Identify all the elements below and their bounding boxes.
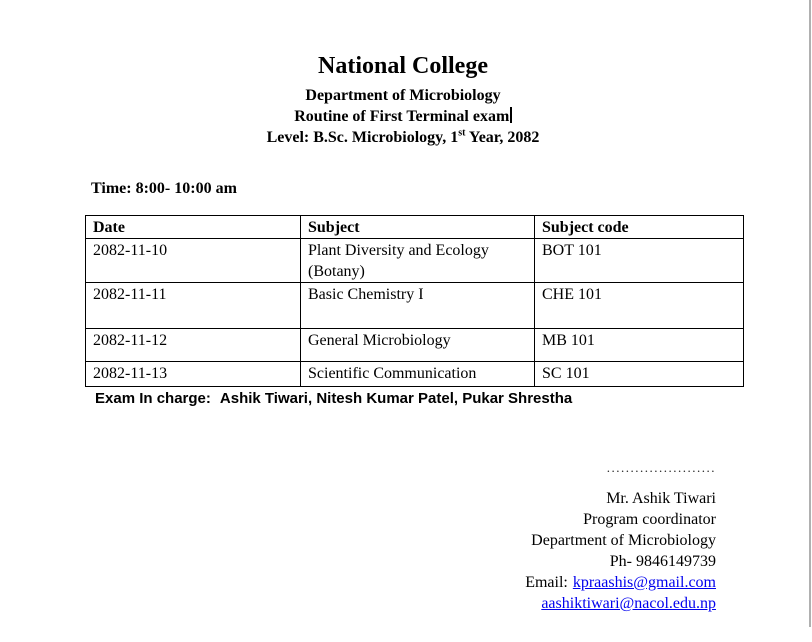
page-right-edge xyxy=(809,0,811,627)
email-link-secondary[interactable]: aashiktiwari@nacol.edu.np xyxy=(541,595,716,612)
email-link-primary[interactable]: kpraashis@gmail.com xyxy=(572,574,716,591)
table-row xyxy=(86,283,744,329)
routine-title-line xyxy=(0,106,806,127)
college-title: National College xyxy=(318,53,488,79)
cell-date: 2082-11-11 xyxy=(86,283,301,329)
cell-date: 2082-11-12 xyxy=(86,329,301,362)
exam-incharge-label: Exam In charge: xyxy=(95,390,211,407)
cell-date: 2082-11-10 xyxy=(86,239,301,283)
level-suffix: Year, 2082 xyxy=(465,129,540,146)
signatory-name: Mr. Ashik Tiwari xyxy=(606,490,716,507)
cell-date: 2082-11-13 xyxy=(86,362,301,387)
routine-title-text: Routine of First Terminal exam xyxy=(294,108,510,125)
exam-incharge-line xyxy=(95,390,572,407)
cell-subject: General Microbiology xyxy=(301,329,535,362)
cell-subject-code: CHE 101 xyxy=(535,283,744,329)
level-line xyxy=(0,127,806,148)
cell-subject: Basic Chemistry I xyxy=(301,283,535,329)
cell-subject-code: MB 101 xyxy=(535,329,744,362)
table-row xyxy=(86,362,744,387)
signatory-role: Program coordinator xyxy=(583,511,716,528)
table-row xyxy=(86,329,744,362)
level-ordinal-superscript: st xyxy=(458,127,466,139)
document-header xyxy=(0,51,806,148)
text-cursor xyxy=(510,107,512,123)
table-row xyxy=(86,239,744,283)
department-line: Department of Microbiology xyxy=(305,87,501,104)
cell-subject: Scientific Communication xyxy=(301,362,535,387)
column-header-subject: Subject xyxy=(301,216,535,239)
table-header-row xyxy=(86,216,744,239)
column-header-subject-code: Subject code xyxy=(535,216,744,239)
exam-routine-table xyxy=(85,215,744,387)
email-line-secondary xyxy=(525,593,716,614)
exam-time-label: Time: 8:00- 10:00 am xyxy=(91,180,237,197)
signature-block xyxy=(525,461,716,614)
cell-subject: Plant Diversity and Ecology (Botany) xyxy=(301,239,535,283)
level-prefix: Level: B.Sc. Microbiology, 1 xyxy=(266,129,459,146)
email-line xyxy=(525,572,716,593)
exam-incharge-names: Ashik Tiwari, Nitesh Kumar Patel, Pukar Shrestha xyxy=(219,390,573,407)
signatory-phone: Ph- 9846149739 xyxy=(609,553,716,570)
signature-dotted-line: ....................... xyxy=(606,460,716,475)
signatory-department: Department of Microbiology xyxy=(531,532,716,549)
email-label: Email: xyxy=(525,574,568,591)
column-header-date: Date xyxy=(86,216,301,239)
cell-subject-code: BOT 101 xyxy=(535,239,744,283)
cell-subject-code: SC 101 xyxy=(535,362,744,387)
